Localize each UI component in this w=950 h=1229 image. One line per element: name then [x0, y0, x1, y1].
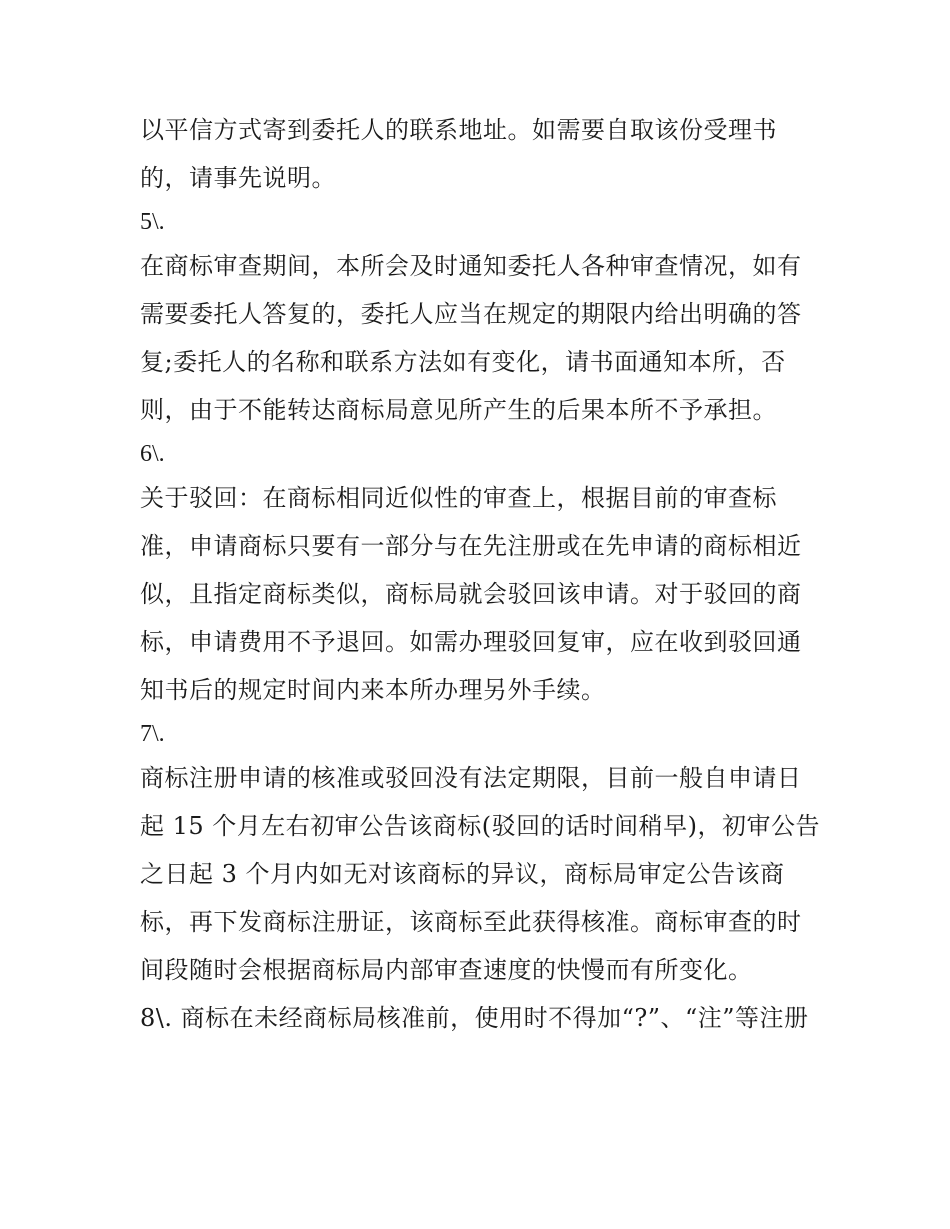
text-line: 起 15 个月左右初审公告该商标(驳回的话时间稍早)，初审公告 [140, 812, 821, 840]
text-line: 在商标审查期间，本所会及时通知委托人各种审查情况，如有 [140, 252, 802, 280]
text-line: 之日起 3 个月内如无对该商标的异议，商标局审定公告该商 [140, 860, 785, 888]
text-line: 知书后的规定时间内来本所办理另外手续。 [140, 676, 606, 704]
text-line: 商标注册申请的核准或驳回没有法定期限，目前一般自申请日 [140, 764, 802, 792]
section-number: 6\. [140, 441, 165, 467]
text-line: 则，由于不能转达商标局意见所产生的后果本所不予承担。 [140, 396, 777, 424]
text-line: 间段随时会根据商标局内部审查速度的快慢而有所变化。 [140, 956, 753, 984]
text-line: 关于驳回：在商标相同近似性的审查上，根据目前的审查标 [140, 484, 777, 512]
section-number: 5\. [140, 209, 165, 235]
text-line: 8\. 商标在未经商标局核准前，使用时不得加“?”、“注”等注册 [140, 1004, 809, 1032]
section-number: 7\. [140, 721, 165, 747]
text-line: 以平信方式寄到委托人的联系地址。如需要自取该份受理书 [140, 116, 777, 144]
text-line: 需要委托人答复的，委托人应当在规定的期限内给出明确的答 [140, 300, 802, 328]
text-line: 准，申请商标只要有一部分与在先注册或在先申请的商标相近 [140, 532, 802, 560]
text-line: 复;委托人的名称和联系方法如有变化，请书面通知本所，否 [140, 348, 786, 376]
text-line: 的，请事先说明。 [140, 164, 336, 192]
text-line: 标，再下发商标注册证，该商标至此获得核准。商标审查的时 [140, 908, 802, 936]
text-line: 似，且指定商标类似，商标局就会驳回该申请。对于驳回的商 [140, 580, 802, 608]
document-body [140, 106, 820, 1042]
text-line: 标，申请费用不予退回。如需办理驳回复审，应在收到驳回通 [140, 628, 802, 656]
